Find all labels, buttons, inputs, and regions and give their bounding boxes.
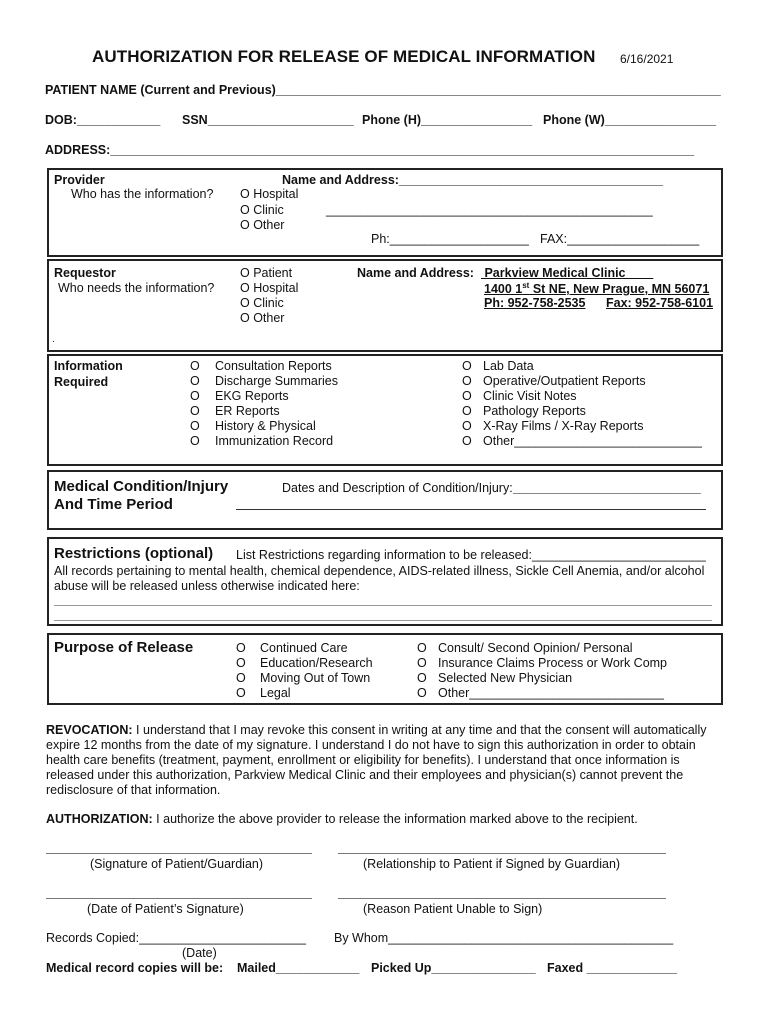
checkbox-circle-icon[interactable]: O xyxy=(190,389,200,403)
provider-name-address-field[interactable]: Name and Address:______________________________________ xyxy=(282,173,664,187)
purpose-right-option-label: Insurance Claims Process or Work Comp xyxy=(438,656,668,670)
information-left-option-label: Discharge Summaries xyxy=(215,374,338,388)
requestor-question: Who needs the information? xyxy=(58,281,215,295)
signature-date-line[interactable] xyxy=(46,898,312,899)
authorization-label: AUTHORIZATION: xyxy=(46,812,153,826)
revocation-text-5: redisclosure of that information. xyxy=(46,783,221,797)
revocation-text-3: health care benefits (treatment, payment, enrollment or eligibility for benefits). I understand that once information is xyxy=(46,753,680,767)
requestor-option-hospital[interactable]: O Hospital xyxy=(240,281,299,295)
purpose-left-option-label: Education/Research xyxy=(260,656,373,670)
checkbox-circle-icon[interactable]: O xyxy=(190,419,200,433)
purpose-label: Purpose of Release xyxy=(54,639,194,656)
required-label: Required xyxy=(54,375,109,389)
requestor-name-address-label: Name and Address: xyxy=(357,266,474,280)
checkbox-circle-icon[interactable]: O xyxy=(190,434,200,448)
purpose-left-option-label: Moving Out of Town xyxy=(260,671,371,685)
provider-option-other[interactable]: O Other xyxy=(240,218,285,232)
relationship-line[interactable] xyxy=(338,853,666,854)
requestor-option-patient[interactable]: O Patient xyxy=(240,266,293,280)
checkbox-circle-icon[interactable]: O xyxy=(236,671,246,685)
revocation-text-1: I understand that I may revoke this consent in writing at any time and that the consent will automatically xyxy=(132,723,707,737)
checkbox-circle-icon[interactable]: O xyxy=(462,359,472,373)
restrictions-line-2[interactable] xyxy=(54,620,712,621)
provider-question: Who has the information? xyxy=(71,187,214,201)
information-right-option-label: Lab Data xyxy=(483,359,534,373)
restrictions-label: Restrictions (optional) xyxy=(54,545,214,562)
checkbox-circle-icon[interactable]: O xyxy=(190,374,200,388)
revocation-text-2: expire 12 months from the date of my signature. I understand I do not have to sign this authorization in order to obtain xyxy=(46,738,696,752)
restrictions-list-field[interactable]: List Restrictions regarding information to be released:_________________________ xyxy=(236,548,706,562)
requestor-phone: Ph: 952-758-2535 xyxy=(484,296,586,310)
ssn-field[interactable]: SSN_____________________ xyxy=(182,113,354,127)
information-left-option-label: ER Reports xyxy=(215,404,280,418)
reason-label: (Reason Patient Unable to Sign) xyxy=(363,902,543,916)
patient-signature-line[interactable] xyxy=(46,853,312,854)
provider-address-line[interactable]: _______________________________________________ xyxy=(326,203,653,217)
phone-home-field[interactable]: Phone (H)________________ xyxy=(362,113,533,127)
information-left-option-label: Immunization Record xyxy=(215,434,334,448)
checkbox-circle-icon[interactable]: O xyxy=(236,686,246,700)
information-left-option-label: History & Physical xyxy=(215,419,316,433)
revocation-label: REVOCATION: xyxy=(46,723,133,737)
condition-dates-field[interactable]: ___________________________ xyxy=(513,481,701,495)
revocation-text-4: released under this authorization, Parkview Medical Clinic and their employees and physician(s) cannot prevent the xyxy=(46,768,684,782)
purpose-left-option-label: Legal xyxy=(260,686,291,700)
condition-label: Medical Condition/Injury xyxy=(54,478,229,495)
provider-fax-field[interactable]: FAX:___________________ xyxy=(540,232,700,246)
authorization-line xyxy=(46,812,638,826)
provider-option-hospital[interactable]: O Hospital xyxy=(240,187,299,201)
requestor-fax: Fax: 952-758-6101 xyxy=(606,296,714,310)
checkbox-circle-icon[interactable]: O xyxy=(236,641,246,655)
address-field[interactable]: ADDRESS:____________________________________________________________________________________ xyxy=(45,143,695,157)
requestor-clinic-name: Parkview Medical Clinic xyxy=(481,266,654,280)
checkbox-circle-icon[interactable]: O xyxy=(462,419,472,433)
checkbox-circle-icon[interactable]: O xyxy=(462,374,472,388)
restrictions-text-1: All records pertaining to mental health, chemical dependence, AIDS-related illness, Sickle Cell Anemia, and/or alcohol xyxy=(54,564,705,578)
condition-description-line[interactable] xyxy=(236,509,706,510)
records-copied-date-label: (Date) xyxy=(182,946,217,960)
checkbox-circle-icon[interactable]: O xyxy=(190,404,200,418)
faxed-field[interactable]: Faxed _____________ xyxy=(547,961,677,975)
information-right-option-label: Pathology Reports xyxy=(483,404,586,418)
patient-name-field[interactable]: PATIENT NAME (Current and Previous)________________________________________________________________ xyxy=(45,83,721,97)
restrictions-text-2: abuse will be released unless otherwise indicated here: xyxy=(54,579,360,593)
authorization-text: I authorize the above provider to release the information marked above to the recipient. xyxy=(152,812,638,826)
requestor-label: Requestor xyxy=(54,266,116,280)
checkbox-circle-icon[interactable]: O xyxy=(190,359,200,373)
information-left-option-label: Consultation Reports xyxy=(215,359,332,373)
information-right-option-label: X-Ray Films / X-Ray Reports xyxy=(483,419,644,433)
form-date: 6/16/2021 xyxy=(620,52,674,66)
checkbox-circle-icon[interactable]: O xyxy=(462,404,472,418)
by-whom-field[interactable]: By Whom_________________________________________ xyxy=(334,931,674,945)
patient-signature-label: (Signature of Patient/Guardian) xyxy=(90,857,264,871)
checkbox-circle-icon[interactable]: O xyxy=(417,641,427,655)
checkbox-circle-icon[interactable]: O xyxy=(462,389,472,403)
requestor-option-other[interactable]: O Other xyxy=(240,311,285,325)
purpose-right-option-label: Other____________________________ xyxy=(438,686,664,700)
checkbox-circle-icon[interactable]: O xyxy=(236,656,246,670)
restrictions-line-1[interactable] xyxy=(54,605,712,606)
mailed-field[interactable]: Mailed____________ xyxy=(237,961,360,975)
records-copied-field[interactable]: Records Copied:________________________ xyxy=(46,931,306,945)
checkbox-circle-icon[interactable]: O xyxy=(417,671,427,685)
purpose-right-option-label: Consult/ Second Opinion/ Personal xyxy=(438,641,633,655)
requestor-dot: . xyxy=(52,334,55,345)
requestor-option-clinic[interactable]: O Clinic xyxy=(240,296,284,310)
provider-label: Provider xyxy=(54,173,105,187)
picked-up-field[interactable]: Picked Up_______________ xyxy=(371,961,536,975)
relationship-label: (Relationship to Patient if Signed by Guardian) xyxy=(363,857,621,871)
checkbox-circle-icon[interactable]: O xyxy=(417,686,427,700)
information-right-option-label: Clinic Visit Notes xyxy=(483,389,577,403)
checkbox-circle-icon[interactable]: O xyxy=(462,434,472,448)
information-left-option-label: EKG Reports xyxy=(215,389,289,403)
reason-line[interactable] xyxy=(338,898,666,899)
dob-field[interactable]: DOB:____________ xyxy=(45,113,161,127)
revocation-line-1 xyxy=(46,723,707,737)
provider-phone-field[interactable]: Ph:____________________ xyxy=(371,232,529,246)
purpose-right-option-label: Selected New Physician xyxy=(438,671,573,685)
copies-label: Medical record copies will be: xyxy=(46,961,224,975)
information-label: Information xyxy=(54,359,123,373)
requestor-street: 1400 1st St NE, New Prague, MN 56071 xyxy=(484,281,710,297)
condition-dates-label: Dates and Description of Condition/Injury: xyxy=(282,481,513,495)
provider-option-clinic[interactable]: O Clinic xyxy=(240,203,284,217)
information-section xyxy=(47,354,723,466)
information-right-option-label: Operative/Outpatient Reports xyxy=(483,374,646,388)
checkbox-circle-icon[interactable]: O xyxy=(417,656,427,670)
purpose-left-option-label: Continued Care xyxy=(260,641,348,655)
form-title: AUTHORIZATION FOR RELEASE OF MEDICAL INFORMATION xyxy=(92,47,596,66)
phone-work-field[interactable]: Phone (W)________________ xyxy=(543,113,717,127)
information-right-option-label: Other___________________________ xyxy=(483,434,702,448)
signature-date-label: (Date of Patient’s Signature) xyxy=(87,902,244,916)
time-period-label: And Time Period xyxy=(54,496,173,513)
